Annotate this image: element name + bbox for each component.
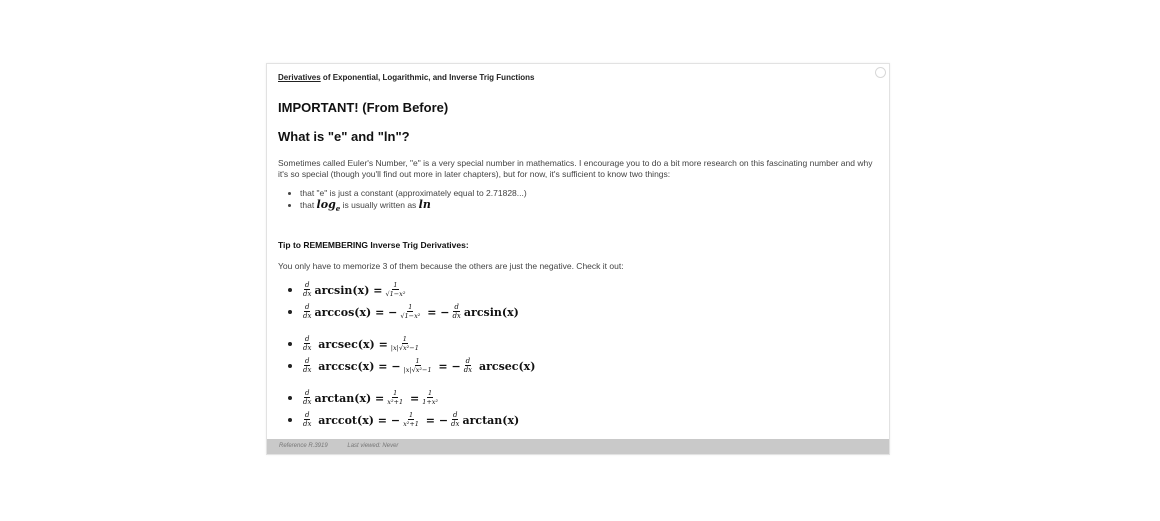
card-title-link[interactable]: Derivatives	[278, 73, 321, 82]
reference-label: Reference R.3919	[279, 443, 328, 449]
log-e-math: $\log_e$	[316, 198, 341, 214]
heading-what-is-e: What is "e" and "ln"?	[278, 129, 410, 144]
card-footer	[267, 439, 889, 454]
equation-arccot: $\frac{d}{dx}$ arccot(x) = − $\frac{1}{\text{x²+1}}$ = − $\frac{d}{dx}$ arctan(x)	[286, 409, 878, 431]
list-item: • that "e" is just a constant (approximately equal to 2.71828...)	[300, 188, 878, 199]
tip-paragraph: You only have to memorize 3 of them because the others are just the negative. Check it out:	[278, 261, 624, 272]
equation-arctan: $\frac{d}{dx}$ arctan(x) = $\frac{1}{\text{x²+1}}$ = $\frac{1}{\text{1+x²}}$	[286, 387, 878, 409]
tip-heading: Tip to REMEMBERING Inverse Trig Derivatives:	[278, 240, 469, 251]
equation-arccsc: $\frac{d}{dx}$ arccsc(x) = − $\frac{1}{\text{|x|√x²−1}}$ = − $\frac{d}{dx}$ arcsec(x)	[286, 355, 878, 377]
equation-arcsin: $\frac{d}{dx}$ arcsin(x) = $\frac{1}{\text{√1−x²}}$	[286, 279, 878, 301]
equation-arcsec: $\frac{d}{dx}$ arcsec(x) = $\frac{1}{\text{|x|√x²−1}}$	[286, 333, 878, 355]
content-card	[266, 63, 890, 455]
card-body	[278, 73, 878, 431]
equation-group-sec-csc	[278, 333, 878, 377]
intro-paragraph: Sometimes called Euler's Number, "e" is a very special number in mathematics. I encourage you to do a bit more research on this fascinating number and why it's so special (though you'll find out more in later chapters), but for now, it's sufficient to know two things:	[278, 158, 873, 179]
equation-arccos: $\frac{d}{dx}$ arccos(x) = − $\frac{1}{\text{√1−x²}}$ = − $\frac{d}{dx}$ arcsin(x)	[286, 301, 878, 323]
equation-group-tan-cot	[278, 387, 878, 431]
equation-group-sin-cos	[278, 279, 878, 323]
ln-math: ln	[418, 198, 431, 211]
facts-list	[278, 188, 878, 214]
card-title: Derivatives of Exponential, Logarithmic, and Inverse Trig Functions	[278, 73, 535, 82]
last-viewed-label: Last viewed: Never	[347, 443, 399, 449]
list-item: • that $\log_e$ is usually written as ln	[300, 199, 878, 214]
heading-important: IMPORTANT! (From Before)	[278, 100, 449, 115]
